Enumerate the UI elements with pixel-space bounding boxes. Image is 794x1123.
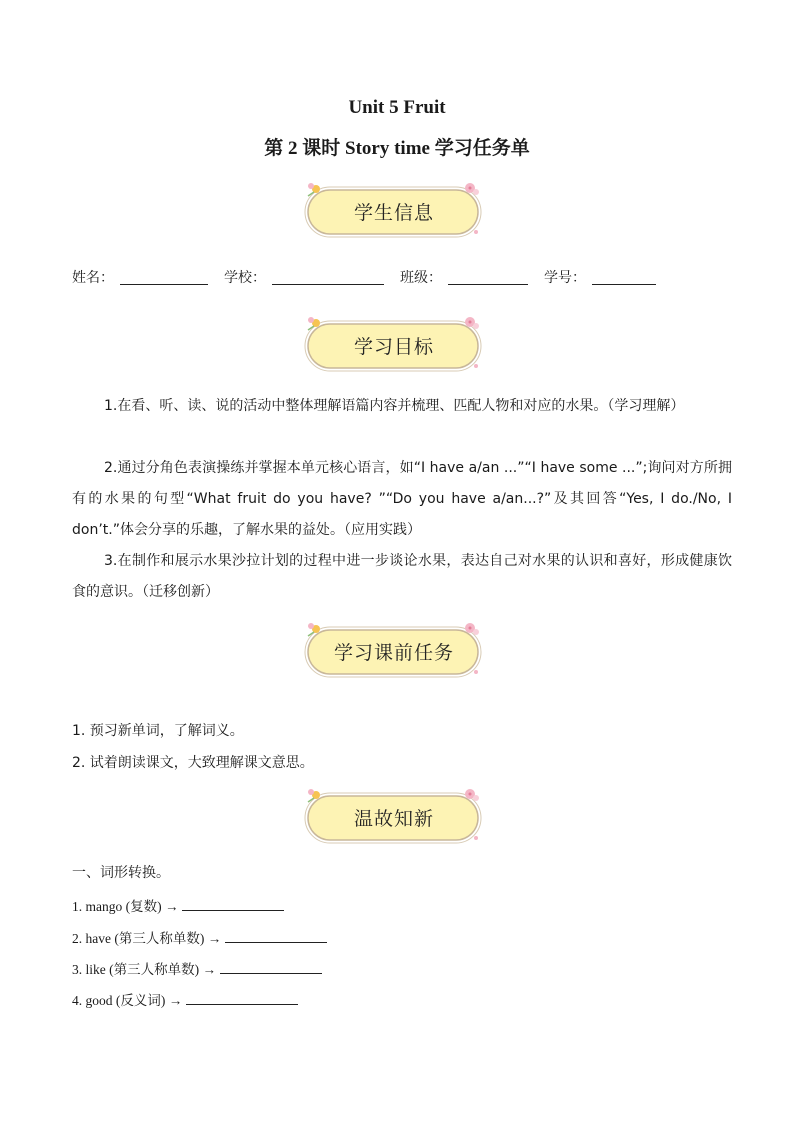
school-blank[interactable] <box>272 284 384 285</box>
section-title: 学习课前任务 <box>333 641 454 664</box>
goal-2: 2.通过分角色表演操练并掌握本单元核心语言，如“I have a/an ...”“I have some ...”;询问对方所拥有的水果的句型“What fruit do you have? ”“Do you have a/an...?”及其回答“Yes, I do./No, I don’t.”体会分享的乐趣，了解水果的益处。（应用实践） <box>72 460 732 538</box>
section-title: 温故知新 <box>353 807 434 830</box>
number-blank[interactable] <box>592 284 656 285</box>
review-item-1: 1. mango (复数) → <box>72 895 284 915</box>
task-1: 1. 预习新单词，了解词义。 <box>72 723 244 739</box>
unit-title: Unit 5 Fruit <box>348 97 446 118</box>
review-item-3: 3. like (第三人称单数) → <box>72 958 322 978</box>
class-blank[interactable] <box>448 284 528 285</box>
review-item-4: 4. good (反义词) → <box>72 989 298 1009</box>
school-label: 学校： <box>224 270 266 286</box>
section-badge-student-info <box>300 180 488 242</box>
section-badge-review <box>300 786 488 848</box>
review-heading: 一、词形转换。 <box>72 865 170 881</box>
goal-1: 1.在看、听、读、说的活动中整体理解语篇内容并梳理、匹配人物和对应的水果。（学习理解） <box>104 398 685 414</box>
name-label: 姓名： <box>72 270 114 286</box>
answer-blank[interactable] <box>182 896 284 911</box>
answer-blank[interactable] <box>186 990 298 1005</box>
section-badge-pre-class-tasks <box>300 620 488 682</box>
review-item-2: 2. have (第三人称单数) → <box>72 927 327 947</box>
class-label: 班级： <box>400 270 442 286</box>
goal-3: 3.在制作和展示水果沙拉计划的过程中进一步谈论水果，表达自己对水果的认识和喜好，形成健康饮食的意识。（迁移创新） <box>72 553 732 600</box>
lesson-title: 第 2 课时 Story time 学习任务单 <box>264 138 530 159</box>
task-2: 2. 试着朗读课文，大致理解课文意思。 <box>72 755 314 771</box>
section-title: 学习目标 <box>353 335 434 358</box>
name-blank[interactable] <box>120 284 208 285</box>
section-badge-learning-goals <box>300 314 488 376</box>
answer-blank[interactable] <box>220 959 322 974</box>
section-title: 学生信息 <box>353 201 434 224</box>
answer-blank[interactable] <box>225 928 327 943</box>
number-label: 学号： <box>544 270 586 286</box>
